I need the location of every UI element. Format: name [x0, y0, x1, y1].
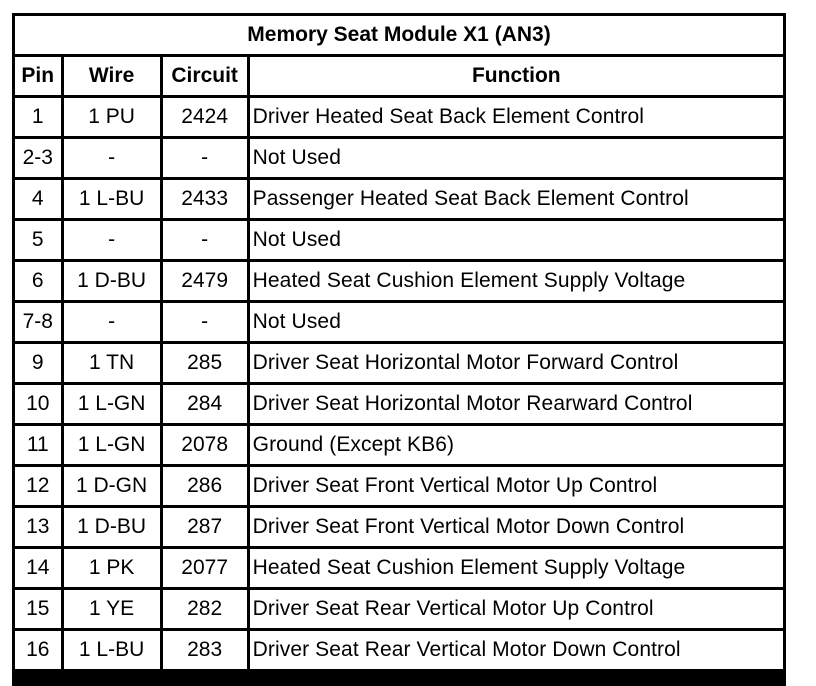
header-row [15, 57, 783, 95]
cell-function: Not Used [250, 139, 783, 177]
cell-function: Driver Seat Horizontal Motor Rearward Control [250, 385, 783, 423]
cell-circuit: 2424 [163, 98, 247, 136]
cell-circuit: - [163, 139, 247, 177]
table-row [15, 467, 783, 505]
cell-pin: 14 [15, 549, 61, 587]
cell-pin: 4 [15, 180, 61, 218]
table-title: Memory Seat Module X1 (AN3) [15, 16, 783, 54]
cell-circuit: 282 [163, 590, 247, 628]
cell-function: Driver Seat Front Vertical Motor Down Control [250, 508, 783, 546]
table-row [15, 221, 783, 259]
table-row [15, 426, 783, 464]
table-row [15, 590, 783, 628]
cell-circuit: 285 [163, 344, 247, 382]
cell-circuit: 2479 [163, 262, 247, 300]
table-row [15, 508, 783, 546]
cell-function: Driver Seat Rear Vertical Motor Up Control [250, 590, 783, 628]
connector-pinout-table-frame [12, 13, 786, 686]
table-row [15, 385, 783, 423]
cell-function: Ground (Except KB6) [250, 426, 783, 464]
cell-pin: 9 [15, 344, 61, 382]
cell-wire: 1 L-GN [64, 426, 160, 464]
cell-wire: 1 TN [64, 344, 160, 382]
cell-function: Driver Seat Rear Vertical Motor Down Control [250, 631, 783, 669]
cell-function: Driver Seat Horizontal Motor Forward Control [250, 344, 783, 382]
cell-wire: - [64, 139, 160, 177]
cell-pin: 10 [15, 385, 61, 423]
cell-function: Heated Seat Cushion Element Supply Voltage [250, 262, 783, 300]
table-row [15, 344, 783, 382]
cell-circuit: 286 [163, 467, 247, 505]
cell-function: Not Used [250, 221, 783, 259]
cell-function: Driver Seat Front Vertical Motor Up Control [250, 467, 783, 505]
cell-pin: 6 [15, 262, 61, 300]
cell-function: Not Used [250, 303, 783, 341]
cell-wire: 1 L-BU [64, 180, 160, 218]
cell-pin: 1 [15, 98, 61, 136]
cell-circuit: 2433 [163, 180, 247, 218]
cell-wire: 1 PU [64, 98, 160, 136]
table-row [15, 139, 783, 177]
cell-pin: 13 [15, 508, 61, 546]
cell-circuit: 284 [163, 385, 247, 423]
cell-pin: 7-8 [15, 303, 61, 341]
table-row [15, 631, 783, 669]
cell-pin: 5 [15, 221, 61, 259]
table-row [15, 549, 783, 587]
cell-circuit: 2078 [163, 426, 247, 464]
connector-pinout-table [12, 13, 786, 672]
header-circuit: Circuit [163, 57, 247, 95]
cell-circuit: 2077 [163, 549, 247, 587]
cell-circuit: - [163, 221, 247, 259]
header-wire: Wire [64, 57, 160, 95]
cell-wire: - [64, 303, 160, 341]
cell-function: Driver Heated Seat Back Element Control [250, 98, 783, 136]
cell-function: Heated Seat Cushion Element Supply Voltage [250, 549, 783, 587]
cell-pin: 2-3 [15, 139, 61, 177]
cell-wire: 1 PK [64, 549, 160, 587]
cell-circuit: 283 [163, 631, 247, 669]
cell-wire: 1 D-BU [64, 262, 160, 300]
cell-function: Passenger Heated Seat Back Element Control [250, 180, 783, 218]
cell-wire: 1 YE [64, 590, 160, 628]
cell-wire: 1 D-GN [64, 467, 160, 505]
table-row [15, 98, 783, 136]
cell-circuit: 287 [163, 508, 247, 546]
title-row [15, 16, 783, 54]
cell-pin: 11 [15, 426, 61, 464]
header-function: Function [250, 57, 783, 95]
table-row [15, 180, 783, 218]
cell-wire: 1 D-BU [64, 508, 160, 546]
table-row [15, 303, 783, 341]
table-row [15, 262, 783, 300]
cell-pin: 16 [15, 631, 61, 669]
cell-pin: 12 [15, 467, 61, 505]
cell-circuit: - [163, 303, 247, 341]
cell-wire: - [64, 221, 160, 259]
header-pin: Pin [15, 57, 61, 95]
cell-pin: 15 [15, 590, 61, 628]
table-body [15, 98, 783, 669]
cell-wire: 1 L-BU [64, 631, 160, 669]
cell-wire: 1 L-GN [64, 385, 160, 423]
